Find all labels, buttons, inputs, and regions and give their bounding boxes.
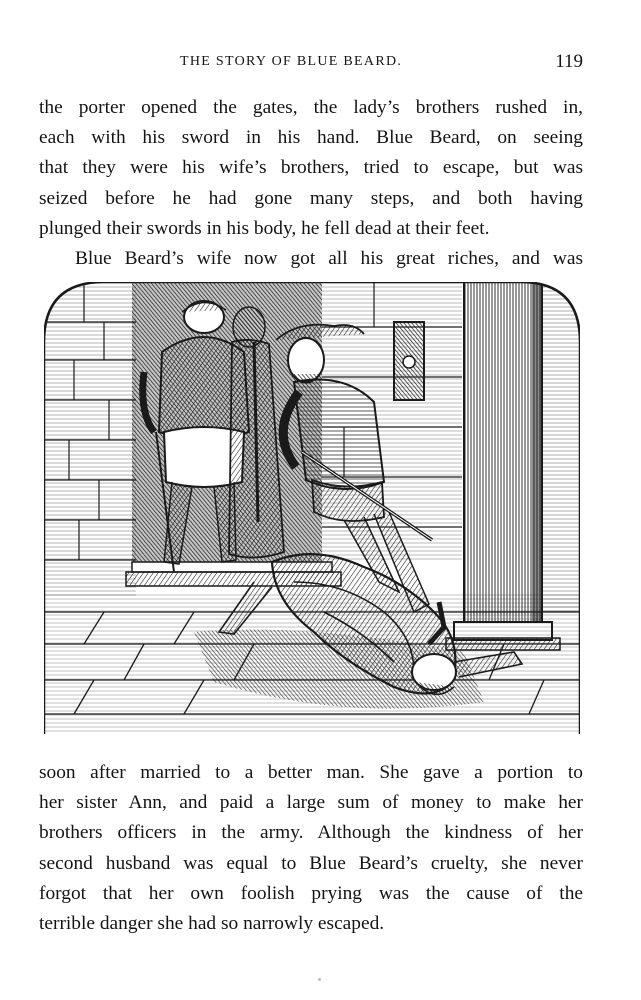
running-title: THE STORY OF BLUE BEARD.	[180, 54, 403, 69]
running-head	[40, 52, 585, 74]
text-line: Blue Beard’s wife now got all his great riches, and was	[75, 247, 583, 269]
text-line: terrible danger she had so narrowly escaped.	[39, 912, 385, 934]
text-line: forgot that her own foolish prying was the cause of the	[39, 882, 583, 904]
text-line: soon after married to a better man. She gave a portion to	[39, 762, 583, 783]
text-line: the porter opened the gates, the lady’s brothers rushed in,	[39, 97, 583, 118]
text-line: seized before he had gone many steps, and both having	[39, 187, 583, 209]
illustration	[44, 282, 580, 734]
body-text-top	[39, 93, 583, 274]
footer-mark	[318, 978, 321, 981]
text-line: brothers officers in the army. Although the kindness of her	[39, 822, 583, 844]
engraving-figure	[44, 282, 580, 734]
text-line: her sister Ann, and paid a large sum of money to make her	[39, 792, 583, 814]
text-line: that they were his wife’s brothers, tried to escape, but was	[39, 157, 583, 179]
body-text-bottom	[39, 758, 583, 939]
text-line: plunged their swords in his body, he fell dead at their feet.	[39, 217, 490, 239]
text-line: second husband was equal to Blue Beard’s cruelty, she never	[39, 852, 583, 874]
text-line: each with his sword in his hand. Blue Beard, on seeing	[39, 127, 583, 149]
page-number: 119	[555, 51, 583, 72]
